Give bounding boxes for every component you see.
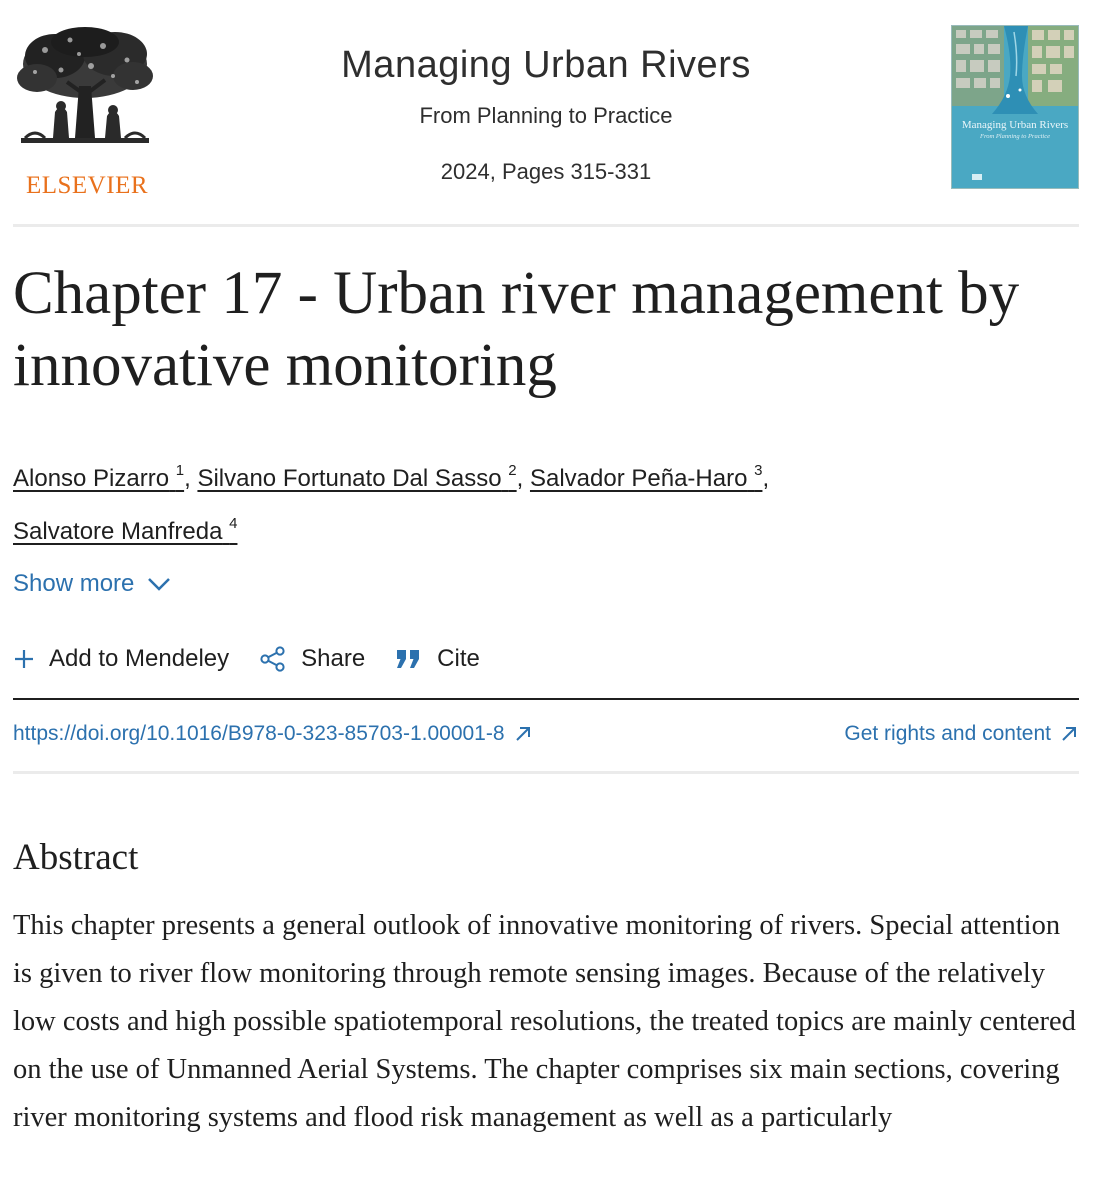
share-icon [259,645,287,673]
doi-link[interactable] [13,722,533,746]
cite-button[interactable] [395,645,480,673]
author-link[interactable]: Silvano Fortunato Dal Sasso $^2$ [197,462,517,492]
book-title[interactable]: Managing Urban Rivers [341,44,751,86]
get-rights-label: Get rights and content [844,722,1051,745]
add-to-mendeley-button[interactable] [13,645,229,673]
book-pages: 2024, Pages 315-331 [440,159,652,184]
action-bar [13,645,510,673]
book-subtitle: From Planning to Practice [419,103,673,128]
abstract-text: This chapter presents a general outlook of innovative monitoring of rivers. Special attention is given to river flow monitoring through remote sensing images. Because of the relatively low costs and high possible spatiotemporal resolutions, the treated topics are mainly centered on the use of Unmanned Aerial Systems. The chapter comprises six main sections, covering river monitoring systems and flood risk management as well as a particularly [13,910,1076,1133]
cover-subtitle: From Planning to Practice [980,133,1050,140]
show-more-button[interactable] [13,570,172,598]
share-label: Share [301,645,366,672]
chapter-title: Chapter 17 - Urban river management by innovative monitoring [13,260,1020,399]
plus-icon [13,648,35,670]
add-to-mendeley-label: Add to Mendeley [49,645,230,672]
author-link[interactable]: Salvatore Manfreda $^4$ [13,515,238,545]
show-more-label: Show more [13,570,135,597]
book-header [13,0,1079,210]
quote-icon [395,648,423,670]
elsevier-wordmark: ELSEVIER [25,172,149,199]
action-divider [13,698,1079,700]
abstract-heading: Abstract [13,837,139,878]
header-divider [13,224,1079,227]
author-list: Alonso Pizarro $^1$, Silvano Fortunato Dal Sasso $^2$, Salvador Peña-Haro $^3$, Salvatore Manfreda $^4$ [13,462,770,545]
doi-label: https://doi.org/10.1016/B978-0-323-85703-1.00001-8 [13,722,505,745]
cover-title: Managing Urban Rivers [961,119,1069,131]
cover-art [952,26,1078,188]
external-link-icon [1059,724,1079,744]
author-link[interactable]: Alonso Pizarro $^1$ [13,462,185,492]
article-page [13,0,1079,1133]
get-rights-link[interactable] [844,722,1079,746]
share-button[interactable] [259,645,365,673]
external-link-icon [513,724,533,744]
cite-label: Cite [437,645,480,672]
author-link[interactable]: Salvador Peña-Haro $^3$ [529,462,763,492]
chevron-down-icon [146,576,172,592]
doi-divider [13,771,1079,774]
book-cover[interactable] [951,25,1079,189]
